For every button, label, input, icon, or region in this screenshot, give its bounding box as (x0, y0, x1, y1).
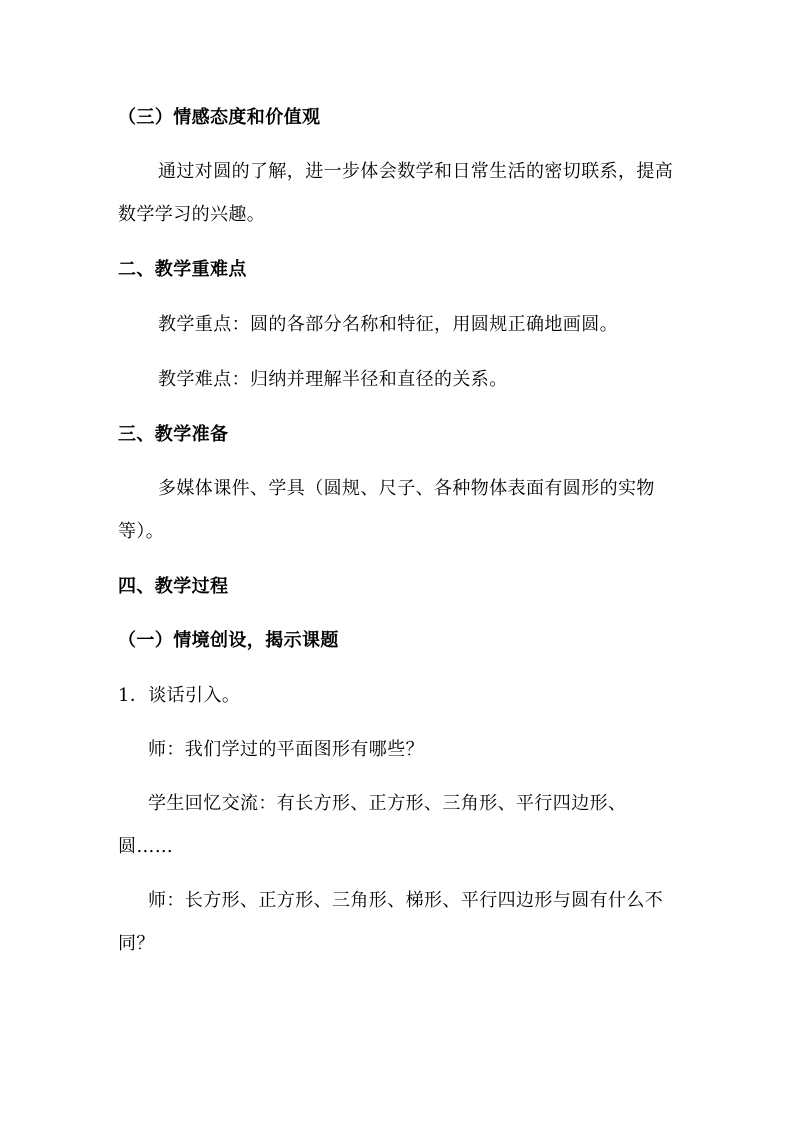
preparation-text-line1: 多媒体课件、学具（圆规、尺子、各种物体表面有圆形的实物 (158, 478, 655, 499)
student-answer-line2: 圆…… (118, 836, 174, 857)
heading-key-difficult-points: 二、教学重难点 (118, 259, 247, 280)
teacher-question-2-line1: 师：长方形、正方形、三角形、梯形、平行四边形与圆有什么不 (148, 890, 664, 911)
key-point-text: 教学重点：圆的各部分名称和特征，用圆规正确地画圆。 (158, 314, 618, 335)
section-3-heading: （三）情感态度和价值观 (118, 107, 321, 128)
heading-teaching-process: 四、教学过程 (118, 576, 229, 597)
student-answer-line1: 学生回忆交流：有长方形、正方形、三角形、平行四边形、 (148, 793, 627, 814)
teacher-question-1: 师：我们学过的平面图形有哪些？ (148, 739, 424, 760)
section-3-text-line1: 通过对圆的了解，进一步体会数学和日常生活的密切联系，提高 (158, 161, 674, 182)
difficult-point-text: 教学难点：归纳并理解半径和直径的关系。 (158, 369, 508, 390)
heading-preparation: 三、教学准备 (118, 424, 229, 445)
step-1-text: 1．谈话引入。 (118, 685, 241, 706)
subheading-situation: （一）情境创设，揭示课题 (118, 630, 339, 651)
section-3-text-line2: 数学学习的兴趣。 (118, 204, 266, 225)
teacher-question-2-line2: 同？ (118, 933, 155, 954)
preparation-text-line2: 等）。 (118, 521, 165, 542)
